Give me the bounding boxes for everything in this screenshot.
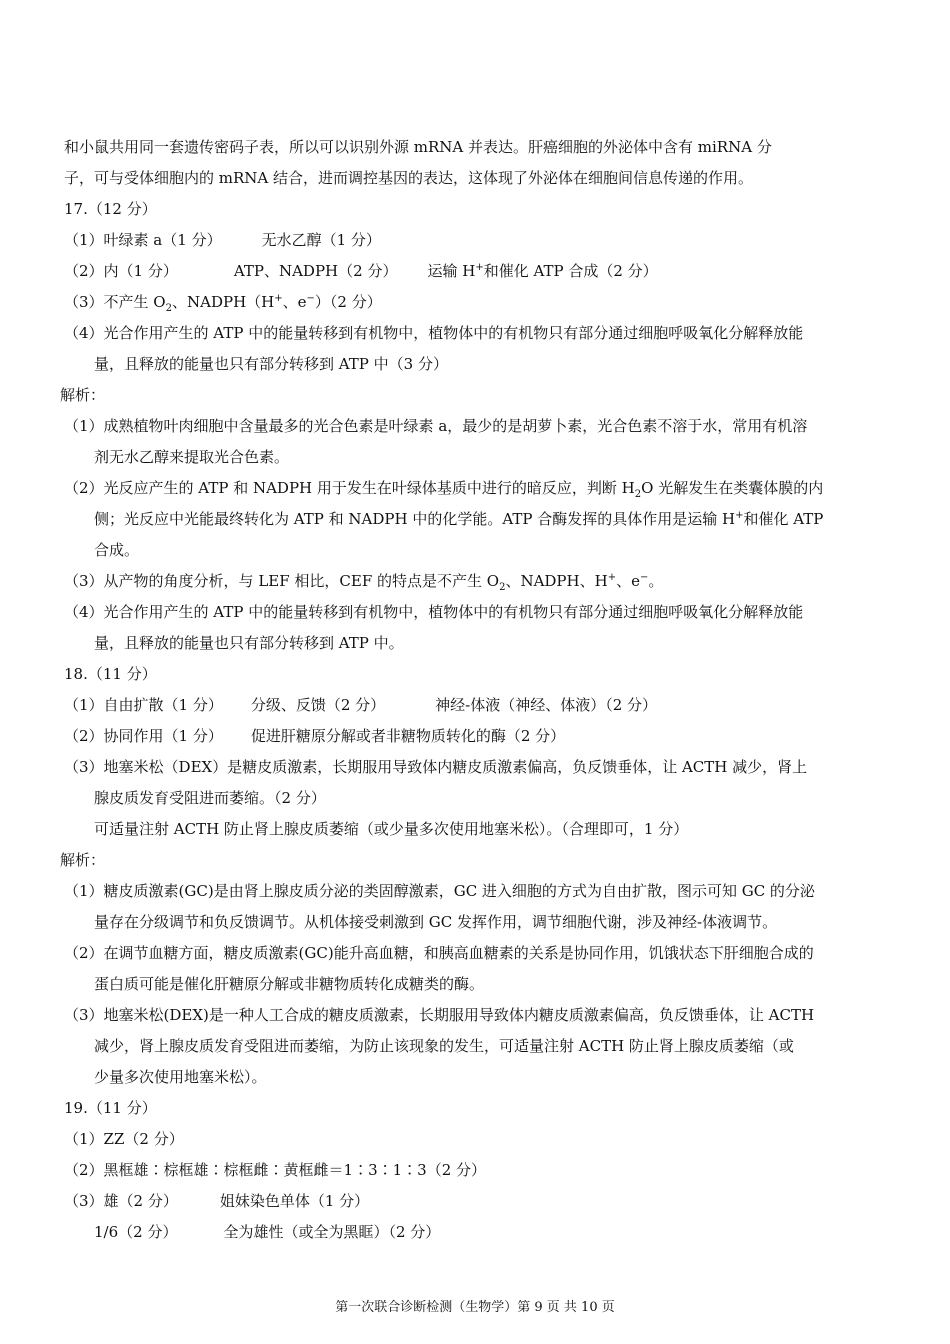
q18-explain-2-line-1: （2）在调节血糖方面，糖皮质激素(GC)能升高血糖，和胰高血糖素的关系是协同作用，饥饿状态下肝细胞合成的 [64, 944, 814, 962]
q18-answer-1: （1）自由扩散（1 分） 分级、反馈（2 分） 神经-体液（神经、体液）（2 分） [64, 696, 658, 714]
answer-content [60, 134, 884, 1250]
q18-header: 18.（11 分） [64, 665, 157, 683]
q17-explain-2-line-3: 合成。 [94, 541, 140, 559]
q18-explain-1-line-2: 量存在分级调节和负反馈调节。从机体接受刺激到 GC 发挥作用，调节细胞代谢，涉及神经-体液调节。 [94, 913, 778, 931]
q19-answer-1: （1）ZZ（2 分） [64, 1130, 184, 1148]
q17-explain-4-line-1: （4）光合作用产生的 ATP 中的能量转移到有机物中，植物体中的有机物只有部分通过细胞呼吸氧化分解释放能 [64, 603, 804, 621]
q17-explain-2-line-1: （2）光反应产生的 ATP 和 NADPH 用于发生在叶绿体基质中进行的暗反应，判断 $H_2O$ 光解发生在类囊体膜的内 [64, 479, 824, 500]
q18-answer-3-line-3: 可适量注射 ACTH 防止肾上腺皮质萎缩（或少量多次使用地塞米松）。（合理即可，1 分） [94, 820, 689, 838]
q17-answer-2: （2）内（1 分） ATP、NADPH（2 分） 运输 H+和催化 ATP 合成（2 分） [64, 262, 658, 280]
q19-answer-3-line-2: 1/6（2 分） 全为雄性（或全为黑眶）（2 分） [94, 1223, 441, 1241]
q19-answer-3-line-1: （3）雄（2 分） 姐妹染色单体（1 分） [64, 1192, 370, 1210]
q17-explain-1-line-2: 剂无水乙醇来提取光合色素。 [94, 448, 290, 466]
q18-explain-3-line-3: 少量多次使用地塞米松）。 [94, 1068, 267, 1086]
q18-answer-3-line-2: 腺皮质发育受阻进而萎缩。（2 分） [94, 789, 326, 807]
q17-analysis-label: 解析： [60, 386, 106, 404]
page-footer: 第一次联合诊断检测（生物学）第 9 页 共 10 页 [335, 1300, 615, 1315]
q17-answer-3: （3）不产生 $O_2$、NADPH（H+、e−）（2 分） [64, 293, 382, 314]
q19-answer-2: （2）黑框雄∶棕框雄∶棕框雌∶黄框雌＝1∶3∶1∶3（2 分） [64, 1161, 487, 1179]
q17-header: 17.（12 分） [64, 200, 157, 218]
q18-analysis-label: 解析： [60, 851, 106, 869]
q17-explain-2-line-2: 侧；光反应中光能最终转化为 ATP 和 NADPH 中的化学能。ATP 合酶发挥的具体作用是运输 H+和催化 ATP [94, 510, 824, 528]
q18-explain-2-line-2: 蛋白质可能是催化肝糖原分解或非糖物质转化成糖类的酶。 [94, 975, 485, 993]
q18-explain-1-line-1: （1）糖皮质激素(GC)是由肾上腺皮质分泌的类固醇激素，GC 进入细胞的方式为自由扩散，图示可知 GC 的分泌 [64, 882, 815, 900]
q17-answer-1: （1）叶绿素 a（1 分） 无水乙醇（1 分） [64, 231, 381, 249]
q18-answer-2: （2）协同作用（1 分） 促进肝糖原分解或者非糖物质转化的酶（2 分） [64, 727, 566, 745]
q17-explain-1-line-1: （1）成熟植物叶肉细胞中含量最多的光合色素是叶绿素 a，最少的是胡萝卜素，光合色素不溶于水，常用有机溶 [64, 417, 808, 435]
intro-line-1: 和小鼠共用同一套遗传密码子表，所以可以识别外源 mRNA 并表达。肝癌细胞的外泌体中含有 miRNA 分 [64, 138, 772, 156]
q18-explain-3-line-2: 减少，肾上腺皮质发育受阻进而萎缩，为防止该现象的发生，可适量注射 ACTH 防止肾上腺皮质萎缩（或 [94, 1037, 794, 1055]
q17-explain-4-line-2: 量，且释放的能量也只有部分转移到 ATP 中。 [94, 634, 404, 652]
q19-header: 19.（11 分） [64, 1099, 157, 1117]
q17-explain-3: （3）从产物的角度分析，与 LEF 相比，CEF 的特点是不产生 $O_2$、NADPH、H+、e−。 [64, 572, 664, 593]
intro-line-2: 子，可与受体细胞内的 mRNA 结合，进而调控基因的表达，这体现了外泌体在细胞间信息传递的作用。 [64, 169, 754, 187]
q17-answer-4-line-1: （4）光合作用产生的 ATP 中的能量转移到有机物中，植物体中的有机物只有部分通过细胞呼吸氧化分解释放能 [64, 324, 804, 342]
q18-answer-3-line-1: （3）地塞米松（DEX）是糖皮质激素，长期服用导致体内糖皮质激素偏高，负反馈垂体，让 ACTH 减少，肾上 [64, 758, 808, 776]
q17-answer-4-line-2: 量，且释放的能量也只有部分转移到 ATP 中（3 分） [94, 355, 448, 373]
q18-explain-3-line-1: （3）地塞米松(DEX)是一种人工合成的糖皮质激素，长期服用导致体内糖皮质激素偏高，负反馈垂体，让 ACTH [64, 1006, 815, 1024]
